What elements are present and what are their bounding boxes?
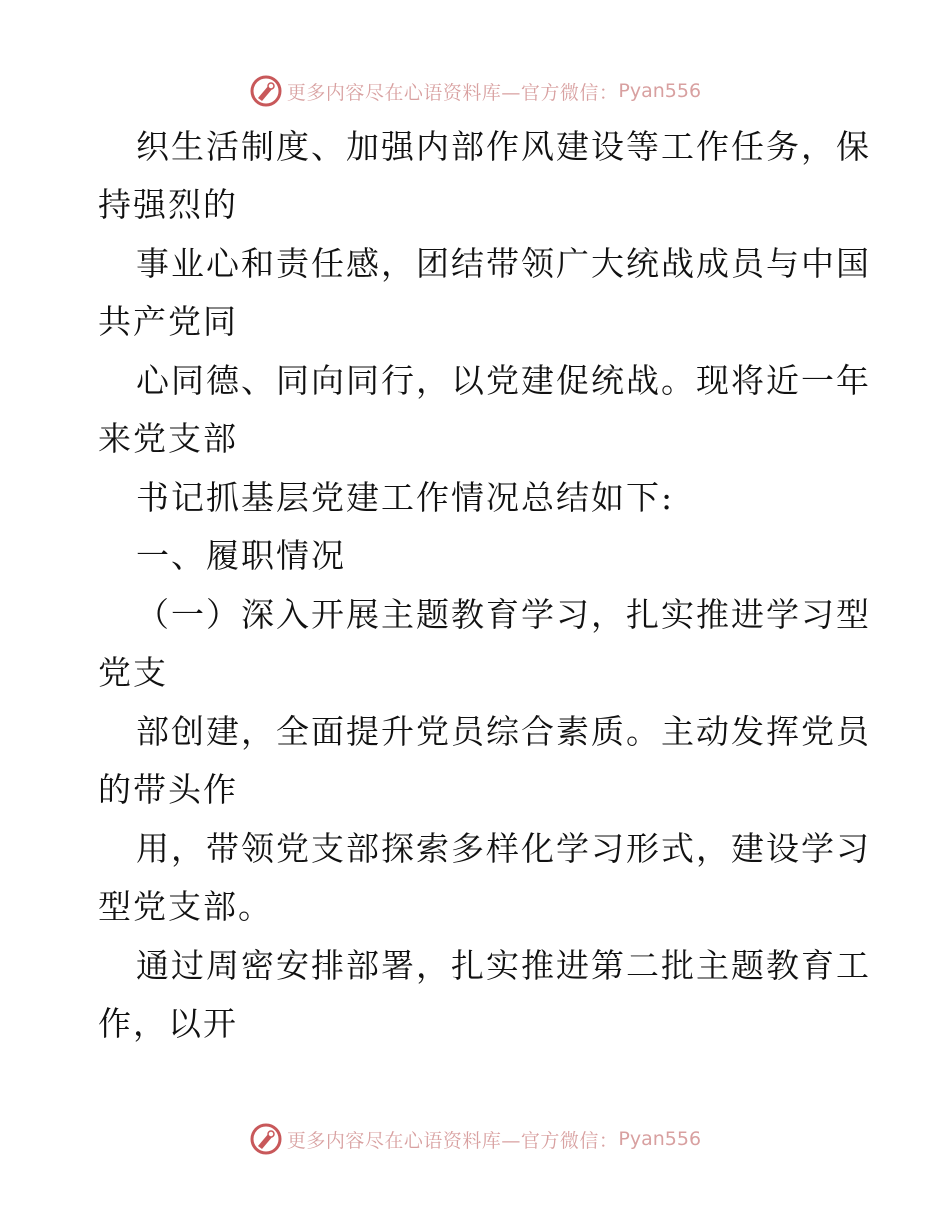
- watermark-wechat-id: Pyan556: [618, 1128, 702, 1150]
- pen-logo-icon: [249, 74, 283, 108]
- text-line: 心同德、同向同行，以党建促统战。现将近一年: [136, 361, 871, 400]
- text-line: 织生活制度、加强内部作风建设等工作任务，保: [136, 127, 871, 166]
- subsection-heading: （一）深入开展主题教育学习，扎实推进学习型: [136, 595, 871, 634]
- section-heading: 一、履职情况: [136, 536, 346, 575]
- text-line: 的带头作: [98, 770, 238, 809]
- text-line: 作，以开: [98, 1004, 238, 1043]
- text-line: 用，带领党支部探索多样化学习形式，建设学习: [136, 829, 871, 868]
- text-line: 党支: [98, 653, 168, 692]
- header-watermark: [0, 71, 950, 111]
- text-line: 持强烈的: [98, 185, 238, 224]
- text-line: 通过周密安排部署，扎实推进第二批主题教育工: [136, 946, 871, 985]
- text-line: 部创建，全面提升党员综合素质。主动发挥党员: [136, 712, 871, 751]
- watermark-wechat-id: Pyan556: [618, 80, 702, 102]
- watermark-text: 更多内容尽在心语资料库—官方微信：: [286, 81, 619, 104]
- text-line: 来党支部: [98, 419, 238, 458]
- text-line: 书记抓基层党建工作情况总结如下:: [136, 478, 675, 517]
- footer-watermark: [0, 1119, 950, 1159]
- pen-logo-icon: [249, 1122, 283, 1156]
- text-line: 事业心和责任感，团结带领广大统战成员与中国: [136, 244, 871, 283]
- text-line: 共产党同: [98, 302, 238, 341]
- watermark-text: 更多内容尽在心语资料库—官方微信：: [286, 1129, 619, 1152]
- text-line: 型党支部。: [98, 887, 273, 926]
